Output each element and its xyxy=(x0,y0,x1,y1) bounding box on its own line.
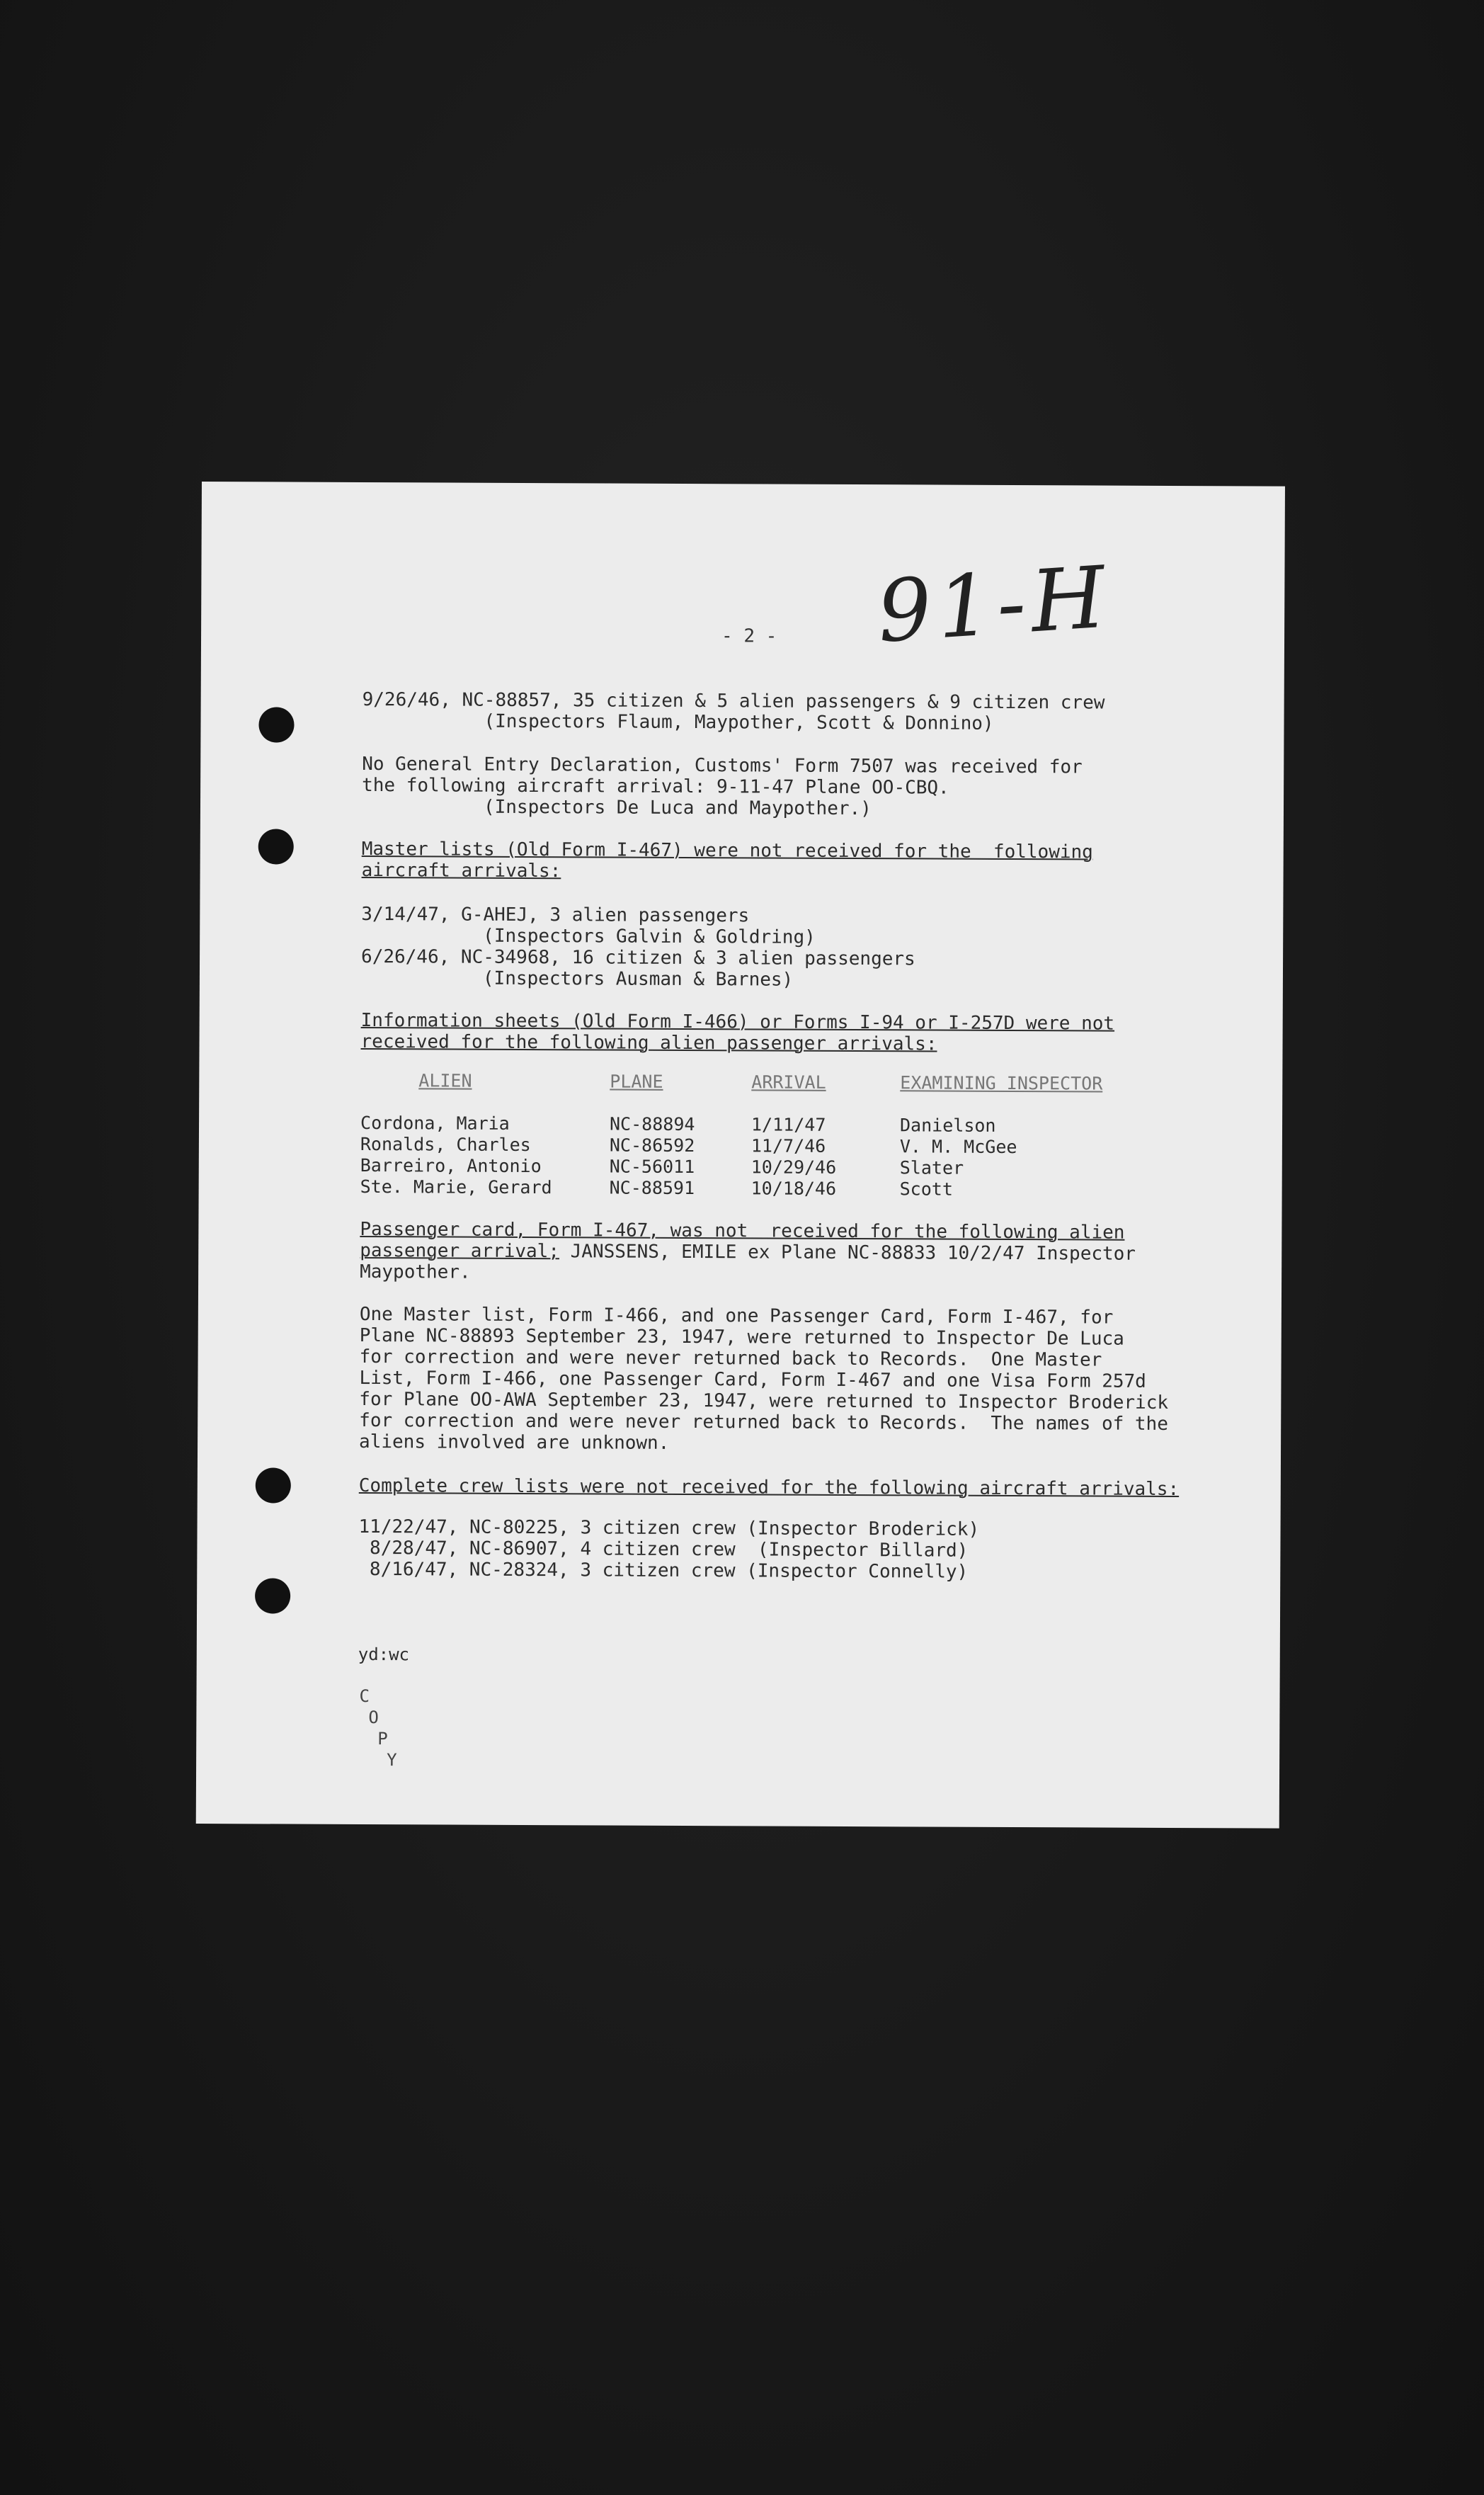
typist-initials: yd:wc xyxy=(358,1644,410,1665)
passenger-card-line2 xyxy=(360,1240,1136,1265)
handwritten-mark: 91-H xyxy=(874,548,1114,662)
table-header: PLANE xyxy=(610,1071,663,1092)
table-cell: Danielson xyxy=(899,1115,996,1136)
punch-hole xyxy=(258,707,294,742)
table-cell: NC-56011 xyxy=(609,1156,695,1178)
passenger-card-line2-underlined: passenger arrival; xyxy=(360,1239,560,1263)
punch-hole xyxy=(258,829,294,864)
master-lists-heading-1: Master lists (Old Form I-467) were not received for the following xyxy=(361,838,1093,863)
master-list-item-2: 6/26/46, NC-34968, 16 citizen & 3 alien passengers xyxy=(361,945,915,970)
paragraph-line: Plane NC-88893 September 23, 1947, were returned to Inspector De Luca xyxy=(359,1324,1124,1350)
entry2-line3: (Inspectors De Luca and Maypother.) xyxy=(483,796,872,820)
passenger-card-line3: Maypother. xyxy=(360,1261,471,1283)
table-cell: 11/7/46 xyxy=(750,1135,826,1156)
page-number: - 2 - xyxy=(721,625,777,647)
passenger-card-line2-rest: JANSSENS, EMILE ex Plane NC-88833 10/2/47 Inspector xyxy=(559,1241,1136,1265)
table-cell: Barreiro, Antonio xyxy=(360,1154,542,1177)
table-header: ALIEN xyxy=(418,1070,472,1091)
paragraph-line: List, Form I-466, one Passenger Card, Form I-467 and one Visa Form 257d xyxy=(359,1367,1146,1392)
entry1-line1: 9/26/46, NC-88857, 35 citizen & 5 alien passengers & 9 citizen crew xyxy=(362,688,1105,714)
paragraph-line: for correction and were never returned back to Records. One Master xyxy=(359,1346,1102,1371)
table-cell: NC-86592 xyxy=(609,1135,695,1156)
punch-hole xyxy=(256,1467,291,1503)
master-lists-heading-2: aircraft arrivals: xyxy=(361,859,561,882)
crew-list-item: 8/28/47, NC-86907, 4 citizen crew (Inspector Billard) xyxy=(358,1537,969,1562)
paragraph-line: for correction and were never returned back to Records. The names of the xyxy=(359,1409,1168,1435)
master-list-item-2-inspectors: (Inspectors Ausman & Barnes) xyxy=(482,967,794,991)
entry2-line2: the following aircraft arrival: 9-11-47 Plane OO-CBQ. xyxy=(362,774,949,799)
table-cell: 10/18/46 xyxy=(750,1178,837,1199)
info-sheets-heading-2: received for the following alien passenger arrivals: xyxy=(360,1030,937,1055)
entry1-line2: (Inspectors Flaum, Maypother, Scott & Donnino) xyxy=(484,710,994,734)
table-cell: NC-88894 xyxy=(609,1113,695,1135)
crew-list-item: 11/22/47, NC-80225, 3 citizen crew (Inspector Broderick) xyxy=(358,1516,980,1540)
table-cell: Slater xyxy=(899,1157,964,1178)
table-cell: Cordona, Maria xyxy=(360,1112,510,1134)
table-cell: V. M. McGee xyxy=(899,1136,1017,1158)
table-cell: NC-88591 xyxy=(609,1177,695,1199)
copy-letter: O xyxy=(368,1707,379,1728)
document-page xyxy=(196,482,1285,1829)
info-sheets-heading-1: Information sheets (Old Form I-466) or Forms I-94 or I-257D were not xyxy=(360,1009,1115,1035)
passenger-card-line1: Passenger card, Form I-467, was not received for the following alien xyxy=(360,1218,1125,1244)
master-list-item-1: 3/14/47, G-AHEJ, 3 alien passengers xyxy=(361,903,750,927)
paragraph-line: for Plane OO-AWA September 23, 1947, were returned to Inspector Broderick xyxy=(359,1388,1169,1414)
table-cell: 1/11/47 xyxy=(750,1114,826,1135)
entry2-line1: No General Entry Declaration, Customs' Form 7507 was received for xyxy=(362,753,1083,778)
crew-lists-heading: Complete crew lists were not received for the following aircraft arrivals: xyxy=(358,1474,1180,1501)
paragraph-line: aliens involved are unknown. xyxy=(359,1431,670,1454)
crew-list-item: 8/16/47, NC-28324, 3 citizen crew (Inspector Connelly) xyxy=(358,1558,969,1583)
copy-letter: P xyxy=(377,1729,388,1749)
table-cell: Ronalds, Charles xyxy=(360,1133,531,1156)
table-header: EXAMINING INSPECTOR xyxy=(900,1072,1103,1094)
copy-letter: Y xyxy=(387,1750,397,1771)
table-cell: Ste. Marie, Gerard xyxy=(360,1176,552,1198)
table-cell: 10/29/46 xyxy=(750,1156,837,1178)
master-list-item-1-inspectors: (Inspectors Galvin & Goldring) xyxy=(483,925,816,948)
paragraph-line: One Master list, Form I-466, and one Passenger Card, Form I-467, for xyxy=(359,1303,1114,1329)
table-header: ARRIVAL xyxy=(751,1072,826,1093)
punch-hole xyxy=(255,1578,290,1613)
copy-letter: C xyxy=(359,1686,370,1707)
table-cell: Scott xyxy=(899,1178,953,1200)
